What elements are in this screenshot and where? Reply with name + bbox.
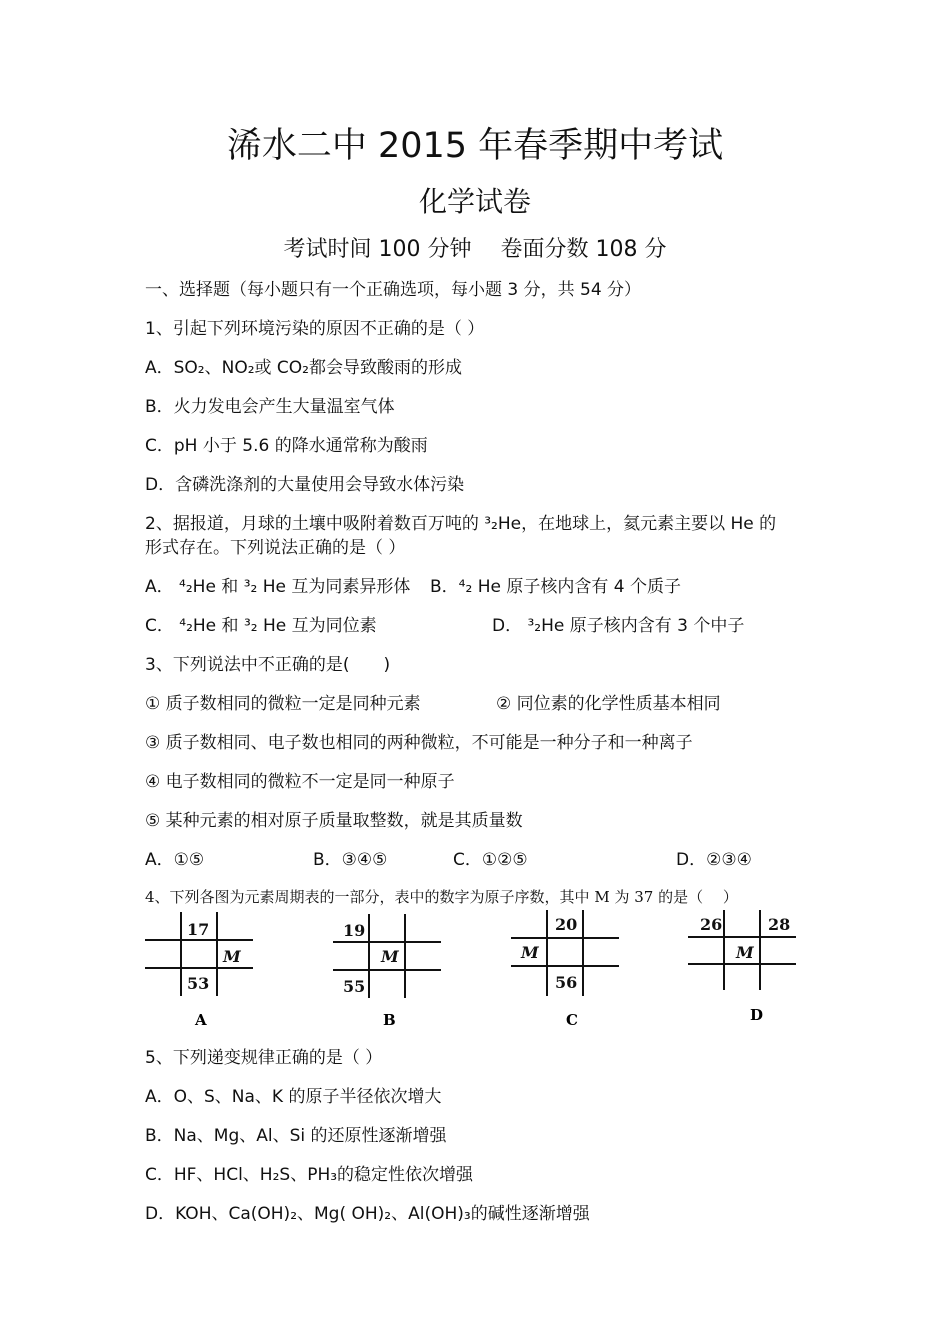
figure-b-caption: B [383,1011,396,1029]
q2-option-b: B．⁴₂ He 原子核内含有 4 个质子 [430,577,681,597]
q2-stem-line2: 形式存在。下列说法正确的是（ ） [145,538,406,558]
figure-a [145,912,255,1027]
figure-c-bottom: 56 [555,973,578,992]
q1-option-b: B．火力发电会产生大量温室气体 [145,397,395,417]
figure-d-m: M [736,943,754,962]
figure-c [511,910,621,1032]
q1-stem: 1、引起下列环境污染的原因不正确的是（ ） [145,319,485,339]
figure-c-top: 20 [555,915,578,934]
figure-a-m: M [223,947,241,966]
q5-option-d: D．KOH、Ca(OH)₂、Mg( OH)₂、Al(OH)₃的碱性逐渐增强 [145,1204,590,1224]
figure-b-bottom: 55 [343,977,366,996]
q3-option-c: C．①②⑤ [453,850,528,870]
exam-info: 考试时间 100 分钟 卷面分数 108 分 [283,237,667,262]
exam-subtitle: 化学试卷 [418,185,531,218]
q3-stem: 3、下列说法中不正确的是( ) [145,655,391,675]
q3-option-a: A．①⑤ [145,850,205,870]
figure-b-m: M [381,947,399,966]
figure-d [688,910,798,1025]
q3-statement-4: ④ 电子数相同的微粒不一定是同一种原子 [145,772,455,792]
q3-statement-3: ③ 质子数相同、电子数也相同的两种微粒，不可能是一种分子和一种离子 [145,733,693,753]
q3-statement-1: ① 质子数相同的微粒一定是同种元素 [145,694,421,714]
q4-stem: 4、下列各图为元素周期表的一部分，表中的数字为原子序数，其中 M 为 37 的是（ ） [145,888,738,906]
q1-option-d: D．含磷洗涤剂的大量使用会导致水体污染 [145,475,465,495]
figure-c-caption: C [566,1011,578,1029]
q5-option-a: A．O、S、Na、K 的原子半径依次增大 [145,1087,442,1107]
q3-option-b: B．③④⑤ [313,850,388,870]
figure-c-m: M [521,943,539,962]
q2-option-d: D． ³₂He 原子核内含有 3 个中子 [492,616,745,636]
figure-a-bottom: 53 [187,974,210,993]
q2-option-c: C． ⁴₂He 和 ³₂ He 互为同位素 [145,616,377,636]
q5-option-b: B．Na、Mg、Al、Si 的还原性逐渐增强 [145,1126,447,1146]
figure-a-caption: A [195,1011,207,1027]
q5-stem: 5、下列递变规律正确的是（ ） [145,1048,383,1068]
exam-title: 浠水二中 2015 年春季期中考试 [226,126,724,166]
figure-b [333,914,443,1029]
q2-option-a: A． ⁴₂He 和 ³₂ He 互为同素异形体 [145,577,411,597]
figure-a-top: 17 [187,920,210,939]
q3-statement-5: ⑤ 某种元素的相对原子质量取整数，就是其质量数 [145,811,523,831]
figure-b-top: 19 [343,921,366,940]
figure-d-caption: D [750,1006,764,1024]
q3-option-d: D．②③④ [676,850,752,870]
q1-option-c: C．pH 小于 5.6 的降水通常称为酸雨 [145,436,428,456]
q2-stem-line1: 2、据报道，月球的土壤中吸附着数百万吨的 ³₂He，在地球上，氦元素主要以 He 的 [145,514,777,534]
figure-d-top-right: 28 [768,915,791,934]
section-heading: 一、选择题（每小题只有一个正确选项，每小题 3 分，共 54 分） [145,280,642,300]
q1-option-a: A．SO₂、NO₂或 CO₂都会导致酸雨的形成 [145,358,462,378]
q3-statement-2: ② 同位素的化学性质基本相同 [496,694,721,714]
figure-d-top-left: 26 [700,915,723,934]
q5-option-c: C．HF、HCl、H₂S、PH₃的稳定性依次增强 [145,1165,474,1185]
